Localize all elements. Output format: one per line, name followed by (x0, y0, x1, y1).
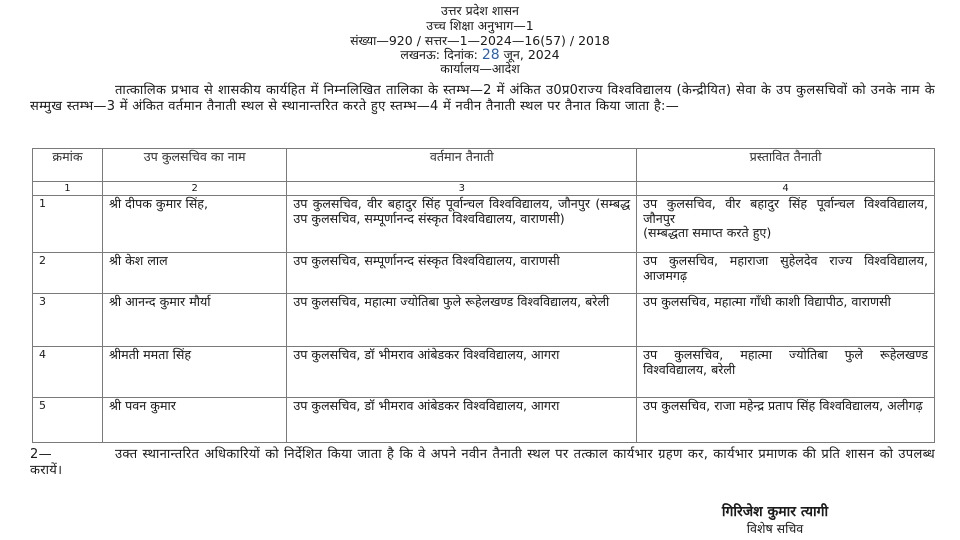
intro-paragraph (30, 83, 935, 114)
date-suffix: जून, 2024 (503, 47, 560, 62)
row-name: श्री पवन कुमार (102, 398, 286, 443)
row-proposed-posting (637, 196, 935, 253)
table-row (33, 294, 935, 347)
column-number: 1 (33, 182, 103, 196)
table-row (33, 398, 935, 443)
row-sno: 2 (33, 253, 103, 294)
column-number: 2 (102, 182, 286, 196)
row-sno: 4 (33, 347, 103, 398)
date-day-handwritten: 28 (481, 47, 500, 63)
intro-text: तात्कालिक प्रभाव से शासकीय कार्यहित में निम्नलिखित तालिका के स्तम्भ—2 में अंकित उ0प्र0राज्य विश्वविद्यालय (केन्द्रीयित) सेवा के उप कुलसचिवों को उनके नाम के सम्मुख स्तम्भ—3 में अंकित वर्तमान तैनाती स्थल से स्थानान्तरित करते हुए स्तम्भ—4 में नवीन तैनाती स्थल पर तैनात किया जाता है:— (30, 83, 935, 114)
paragraph-2 (30, 447, 935, 478)
row-current-posting: उप कुलसचिव, सम्पूर्णानन्द संस्कृत विश्वविद्यालय, वाराणसी (287, 253, 637, 294)
transfer-table (32, 148, 935, 443)
signatory-name: गिरिजेश कुमार त्यागी (721, 504, 829, 520)
row-proposed-posting: उप कुलसचिव, महाराजा सुहेलदेव राज्य विश्वविद्यालय, आजमगढ़ (637, 253, 935, 294)
section-title: उच्च शिक्षा अनुभाग—1 (426, 18, 534, 33)
header-sno: क्रमांक (33, 149, 103, 182)
date-line (0, 48, 960, 62)
row-name: श्री केश लाल (102, 253, 286, 294)
row-name: श्रीमती ममता सिंह (102, 347, 286, 398)
row-proposed-posting: उप कुलसचिव, राजा महेन्द्र प्रताप सिंह विश्वविद्यालय, अलीगढ़ (637, 398, 935, 443)
row-sno: 5 (33, 398, 103, 443)
proposed-posting-note: (सम्बद्धता समाप्त करते हुए) (643, 225, 772, 240)
column-number: 4 (637, 182, 935, 196)
row-proposed-posting: उप कुलसचिव, महात्मा गाँधी काशी विद्यापीठ, वाराणसी (637, 294, 935, 347)
table-row (33, 253, 935, 294)
header-proposed-posting: प्रस्तावित तैनाती (637, 149, 935, 182)
header-name: उप कुलसचिव का नाम (102, 149, 286, 182)
table-header-row (33, 149, 935, 182)
paragraph-number: 2— (30, 447, 52, 462)
row-current-posting: उप कुलसचिव, डॉ भीमराव आंबेडकर विश्वविद्यालय, आगरा (287, 347, 637, 398)
column-number: 3 (287, 182, 637, 196)
government-title: उत्तर प्रदेश शासन (441, 3, 519, 18)
row-current-posting: उप कुलसचिव, वीर बहादुर सिंह पूर्वान्चल विश्वविद्यालय, जौनपुर (सम्बद्ध उप कुलसचिव, सम्पूर्णानन्द संस्कृत विश्वविद्यालय, वाराणसी) (287, 196, 637, 253)
row-sno: 1 (33, 196, 103, 253)
table-row (33, 196, 935, 253)
paragraph-2-text: उक्त स्थानान्तरित अधिकारियों को निर्देशित किया जाता है कि वे अपने नवीन तैनाती स्थल पर तत्काल कार्यभार ग्रहण कर, कार्यभार प्रमाणक की प्रति शासन को उपलब्ध करायें। (30, 447, 935, 478)
date-prefix: लखनऊ: दिनांक: (400, 47, 478, 62)
table-row (33, 347, 935, 398)
order-type: कार्यालय—आदेश (440, 61, 520, 76)
reference-number: संख्या—920 / सत्तर—1—2024—16(57) / 2018 (350, 33, 610, 48)
header-current-posting: वर्तमान तैनाती (287, 149, 637, 182)
proposed-posting-text: उप कुलसचिव, वीर बहादुर सिंह पूर्वान्चल विश्वविद्यालय, जौनपुर (643, 196, 928, 226)
row-current-posting: उप कुलसचिव, महात्मा ज्योतिबा फुले रूहेलखण्ड विश्वविद्यालय, बरेली (287, 294, 637, 347)
row-name: श्री आनन्द कुमार मौर्या (102, 294, 286, 347)
row-proposed-posting: उप कुलसचिव, महात्मा ज्योतिबा फुले रूहेलखण्ड विश्वविद्यालय, बरेली (637, 347, 935, 398)
column-number-row (33, 182, 935, 196)
row-name: श्री दीपक कुमार सिंह, (102, 196, 286, 253)
row-current-posting: उप कुलसचिव, डॉ भीमराव आंबेडकर विश्वविद्यालय, आगरा (287, 398, 637, 443)
signatory-designation: विशेष सचिव (746, 521, 804, 536)
row-sno: 3 (33, 294, 103, 347)
